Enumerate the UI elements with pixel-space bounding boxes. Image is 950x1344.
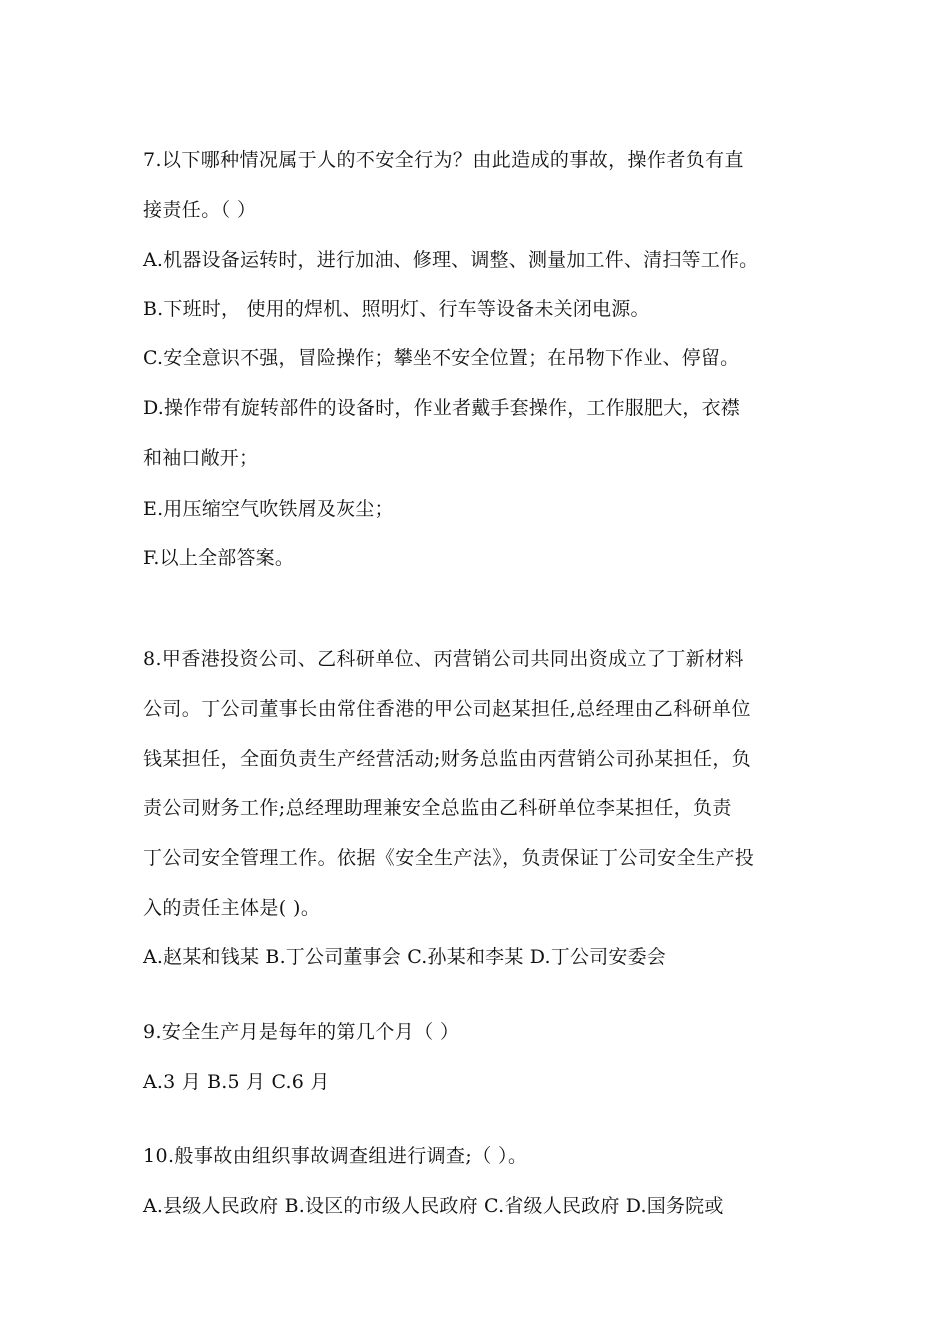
q8-stem-line-5: 丁公司安全管理工作。依据《安全生产法》，负责保证丁公司安全生产投 xyxy=(143,847,755,869)
q7-option-d: D.操作带有旋转部件的设备时，作业者戴手套操作，工作服肥大，衣襟 xyxy=(143,397,740,419)
q8-stem-line-4: 责公司财务工作;总经理助理兼安全总监由乙科研单位李某担任，负责 xyxy=(143,797,732,819)
q7-option-c: C.安全意识不强，冒险操作；攀坐不安全位置；在吊物下作业、停留。 xyxy=(143,347,740,369)
q8-stem-line-2: 公司。丁公司董事长由常住香港的甲公司赵某担任,总经理由乙科研单位 xyxy=(143,698,751,720)
q7-option-d-cont: 和袖口敞开； xyxy=(143,447,259,469)
q9-options: A.3 月 B.5 月 C.6 月 xyxy=(143,1071,330,1093)
q10-options: A.县级人民政府 B.设区的市级人民政府 C.省级人民政府 D.国务院或 xyxy=(143,1195,724,1217)
q7-option-e: E.用压缩空气吹铁屑及灰尘； xyxy=(143,498,394,520)
q7-option-b: B.下班时， 使用的焊机、照明灯、行车等设备未关闭电源。 xyxy=(143,298,650,320)
q7-option-f: F.以上全部答案。 xyxy=(143,547,295,569)
q7-stem-line-2: 接责任。（ ） xyxy=(143,199,257,221)
q8-options: A.赵某和钱某 B.丁公司董事会 C.孙某和李某 D.丁公司安委会 xyxy=(143,946,666,968)
q7-stem-line-1: 7.以下哪种情况属于人的不安全行为？由此造成的事故，操作者负有直 xyxy=(143,149,744,171)
q10-stem: 10.般事故由组织事故调查组进行调查;（ ）。 xyxy=(143,1145,528,1167)
q7-option-a: A.机器设备运转时，进行加油、修理、调整、测量加工件、清扫等工作。 xyxy=(143,249,759,271)
q9-stem: 9.安全生产月是每年的第几个月（ ） xyxy=(143,1021,460,1043)
document-page xyxy=(143,0,823,1344)
q8-stem-line-1: 8.甲香港投资公司、乙科研单位、丙营销公司共同出资成立了丁新材料 xyxy=(143,648,744,670)
q8-stem-line-3: 钱某担任，全面负责生产经营活动;财务总监由丙营销公司孙某担任，负 xyxy=(143,748,752,770)
q8-stem-line-6: 入的责任主体是( )。 xyxy=(143,897,321,919)
